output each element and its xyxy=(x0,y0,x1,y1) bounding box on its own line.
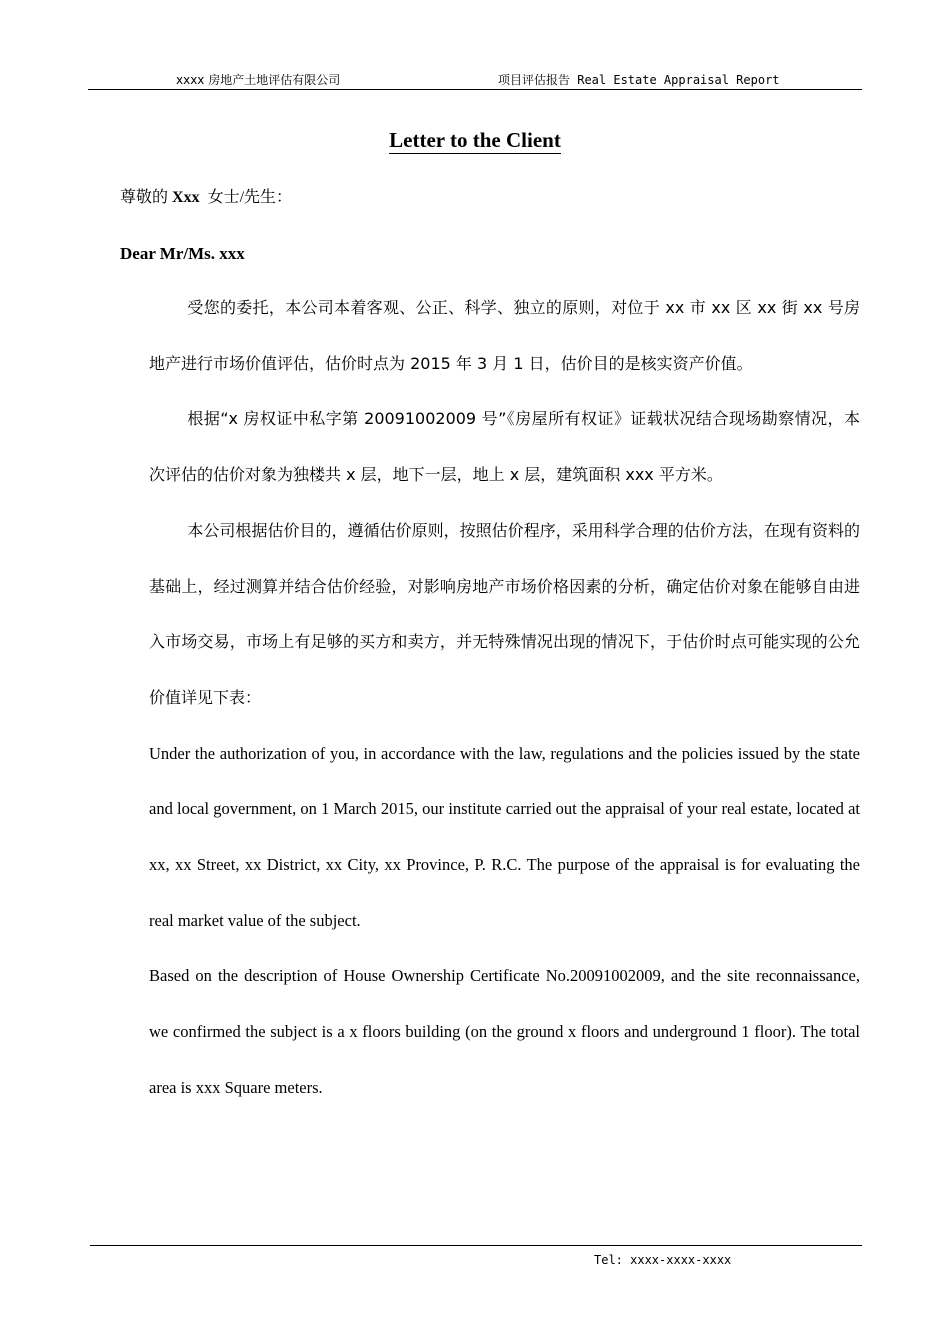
paragraph-property-cn: 根据“x 房权证中私字第 20091002009 号”《房屋所有权证》证载状况结合现场勘察情况，本次评估的估价对象为独楼共 x 层，地下一层，地上 x 层，建筑面积 xxx 平方米。 xyxy=(149,409,860,485)
salutation-chinese xyxy=(120,186,292,210)
salutation-cn-prefix: 尊敬的 xyxy=(120,189,173,206)
header-company-name: xxxx 房地产土地评估有限公司 xyxy=(176,73,341,87)
salutation-cn-name: Xxx xyxy=(172,189,200,206)
paragraph-authorization-en: Under the authorization of you, in accordance with the law, regulations and the policies issued by the state and local government, on 1 March 2015, our institute carried out the appraisal of your real estate, located at xx, xx Street, xx District, xx City, xx Province, P. R.C. The purpose of the appraisal is for evaluating the real market value of the subject. xyxy=(149,743,860,930)
paragraph-property-en: Based on the description of House Ownership Certificate No.20091002009, and the site reconnaissance, we confirmed the subject is a x floors building (on the ground x floors and underground 1 floor). The total area is xxx Square meters. xyxy=(149,966,860,1097)
letter-title xyxy=(0,126,950,154)
letter-title-text: Letter to the Client xyxy=(389,128,561,152)
footer-telephone: Tel: xxxx-xxxx-xxxx xyxy=(594,1253,732,1267)
salutation-cn-suffix: 女士/先生： xyxy=(199,189,293,206)
page-footer xyxy=(90,1245,862,1267)
paragraph-valuation-cn: 本公司根据估价目的，遵循估价原则，按照估价程序，采用科学合理的估价方法，在现有资料的基础上，经过测算并结合估价经验，对影响房地产市场价格因素的分析，确定估价对象在能够自由进入市场交易，市场上有足够的买方和卖方，并无特殊情况出现的情况下，于估价时点可能实现的公允价值详见下表： xyxy=(149,520,860,707)
salutation-english: Dear Mr/Ms. xxx xyxy=(120,244,245,263)
letter-body xyxy=(149,280,860,1116)
header-report-title: 项目评估报告 Real Estate Appraisal Report xyxy=(498,73,780,87)
paragraph-commission-cn: 受您的委托，本公司本着客观、公正、科学、独立的原则，对位于 xx 市 xx 区 xx 街 xx 号房地产进行市场价值评估，估价时点为 2015 年 3 月 1 日，估价目的是核实资产价值。 xyxy=(149,298,860,373)
page-header xyxy=(88,72,862,90)
